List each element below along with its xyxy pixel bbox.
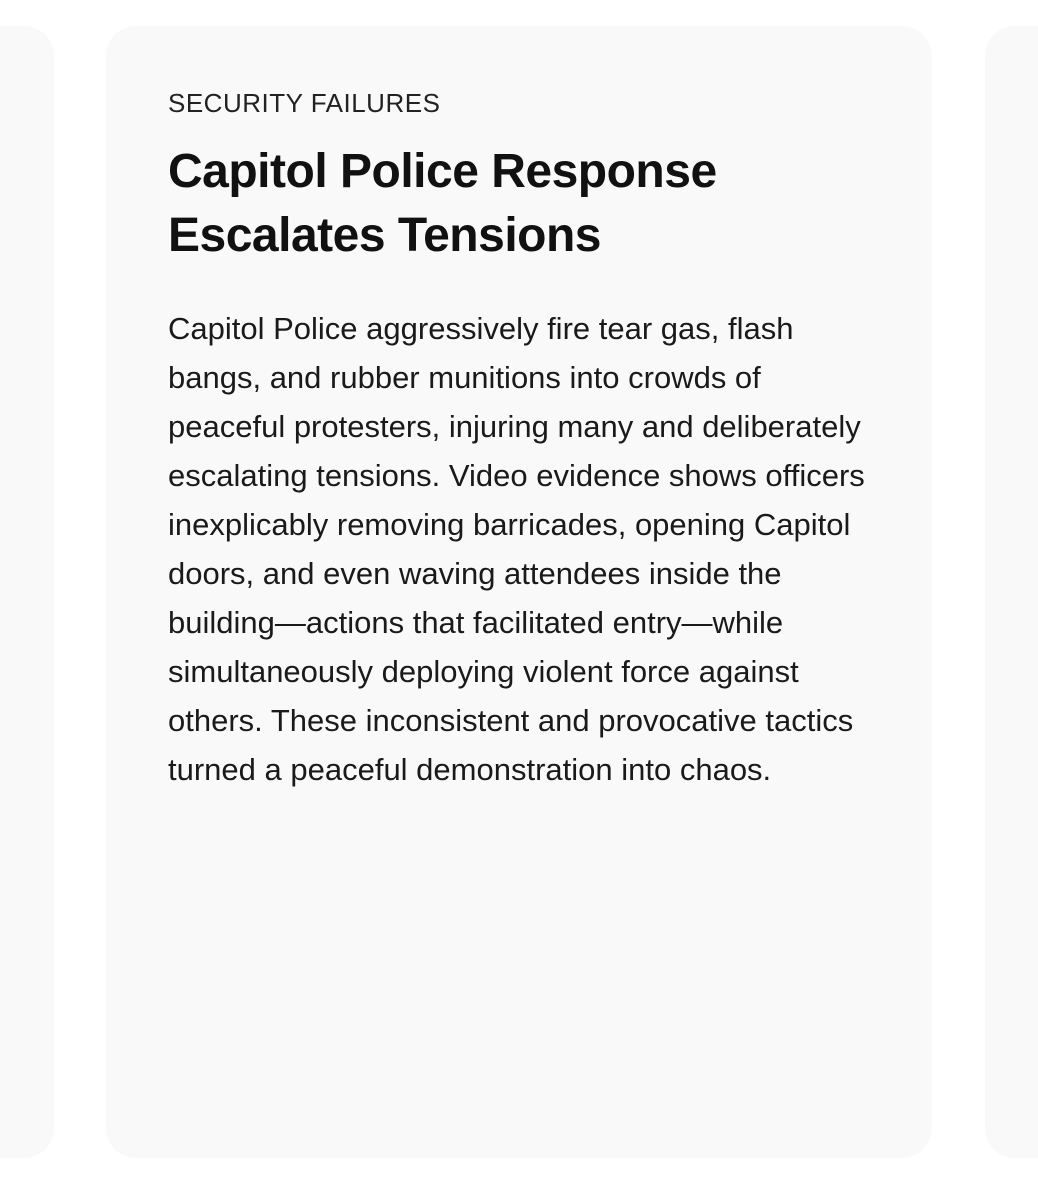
card-title: Capitol Police Response Escalates Tensions <box>168 145 717 262</box>
card-body: Capitol Police aggressively fire tear gas, flash bangs, and rubber munitions into crowds of peaceful protesters, injuring many and deliberately escalating tensions. Video evidence shows officers inexplicably removing barricades, opening Capitol doors, and even waving attendees inside the building—actions that facilitated entry—while simultaneously deploying violent force against others. These inconsistent and provocative tactics turned a peaceful demonstration into chaos. <box>168 311 865 787</box>
next-card[interactable] <box>985 26 1038 1158</box>
previous-card[interactable] <box>0 26 54 1158</box>
article-card[interactable] <box>106 26 932 1158</box>
card-category: SECURITY FAILURES <box>168 88 441 118</box>
